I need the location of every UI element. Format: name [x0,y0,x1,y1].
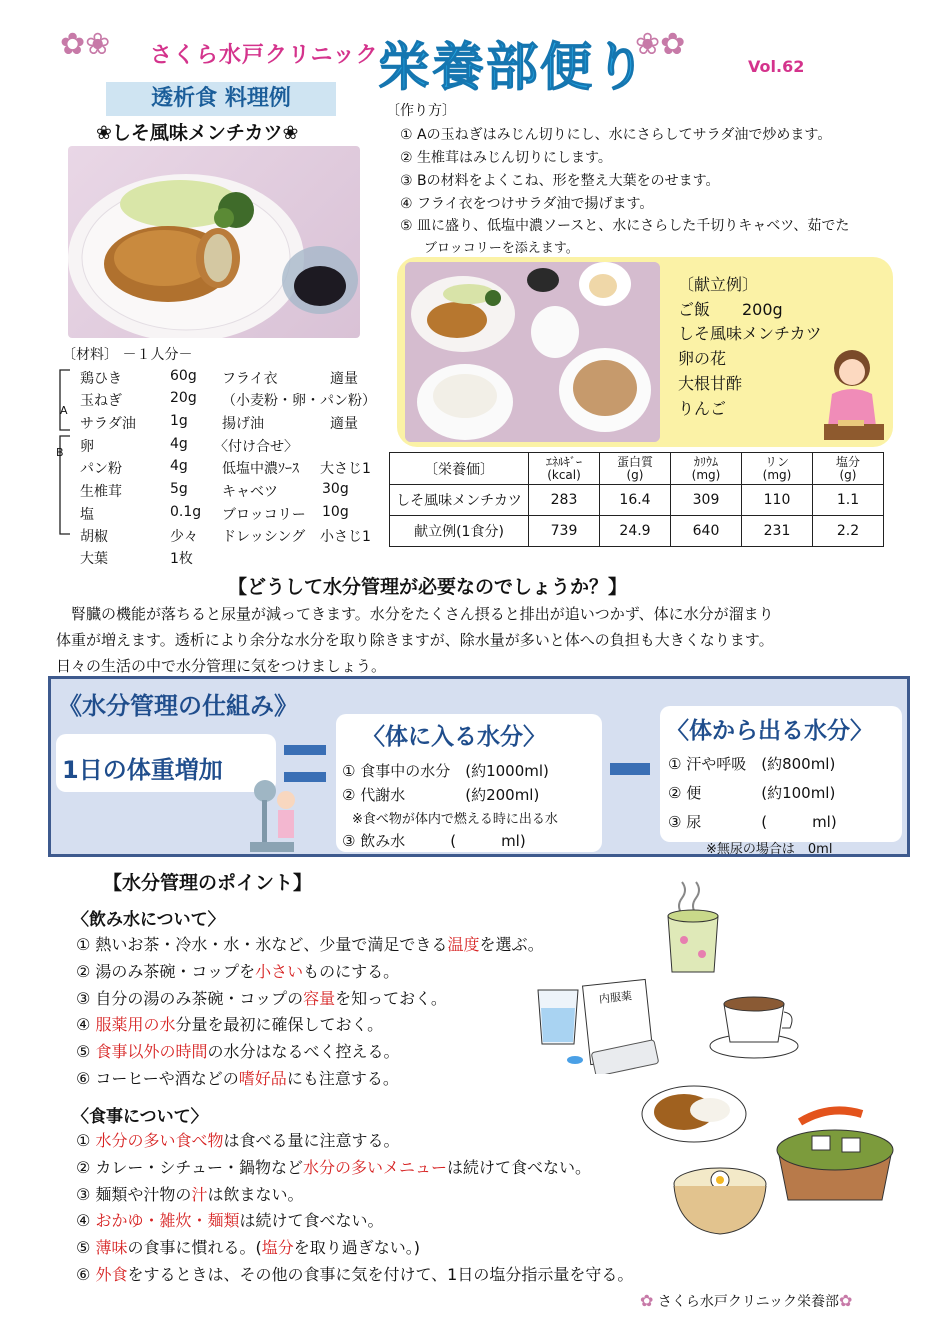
point-text: をするときは、その他の食事に気を付けて、1日の塩分指示量を守る。 [127,1265,634,1284]
menu-item: ご飯 200g [678,300,783,319]
point-text: ② カレー・シチュー・鍋物など [76,1157,303,1177]
ingredient-name: 低塩中濃ｿｰｽ [222,461,299,477]
ingredient-amount: 大さじ1 [320,461,371,477]
ingredient-amount: 5g [170,481,188,497]
highlight-text: 外食 [95,1265,128,1284]
intake-title: 〈体に入る水分〉 [362,724,546,750]
weighing-person-icon [248,778,304,856]
table-cell: 110 [742,485,813,516]
table-cell: 24.9 [600,516,671,547]
recipe-step: ① Aの玉ねぎはみじん切りにし、水にさらしてサラダ油で炒めます。 [400,127,832,143]
point-text: を取り過ぎない。) [293,1238,420,1258]
medicine-label: 内服薬 [598,989,633,1006]
highlight-text: 塩分 [261,1238,294,1258]
sakura-icon: ❀✿ [635,27,686,62]
column-header: 塩分 (g) [813,453,884,485]
table-cell: 309 [671,485,742,516]
point-text: の食事に慣れる。( [127,1238,262,1258]
hot-tea-cup-illustration [660,878,726,978]
highlight-text: 服薬用の水 [95,1015,176,1035]
table-cell: 1.1 [813,485,884,516]
ingredient-name: パン粉 [80,461,122,477]
menu-item: 大根甘酢 [678,374,743,393]
meal-subheading: 〈食事について〉 [72,1107,208,1127]
meal-point [76,1182,303,1205]
ingredient-amount: 4g [170,436,188,452]
ingredient-name: 玉ねぎ [80,393,122,409]
recipe-step: ④ フライ衣をつけサラダ油で揚げます。 [400,196,654,212]
intake-item: ② 代謝水 (約200ml) [342,786,540,804]
materials-heading: 〔材料〕 －１人分－ [62,347,193,363]
table-cell: 2.2 [813,516,884,547]
ingredient-amount: 少々 [170,529,198,545]
meal-point [76,1128,399,1151]
ingredient-name: 揚げ油 [222,416,264,432]
why-paragraph-line: 体重が増えます。透析により余分な水分を取り除きますが、除水量が多いと体への負担も大きくなります。 [56,631,774,649]
ingredient-amount: 適量 [330,371,358,387]
footer-credit [640,1286,852,1316]
menchi-katsu-photo [68,146,360,338]
menu-example-photo [405,262,660,442]
pill-pack-icon [565,1038,661,1074]
dish-name: ❀しそ風味メンチカツ❀ [96,122,299,144]
recipe-step: ⑤ 皿に盛り、低塩中濃ソースと、水にさらした千切りキャベツ、茹でた [400,218,850,234]
ingredient-amount: 1枚 [170,551,193,567]
point-text: ④ [76,1211,96,1231]
row-label: 献立例(1食分) [390,516,529,547]
ingredient-name: 生椎茸 [80,484,122,500]
point-text: を知っておく。 [335,988,447,1008]
steps-heading: 〔作り方〕 [386,103,456,119]
drinking-point [76,986,447,1009]
ingredient-amount: 20g [170,390,197,406]
intake-item: ③ 飲み水 ( ml) [342,832,526,850]
intake-note: ※食べ物が体内で燃える時に出る水 [352,812,558,827]
column-header: ｴﾈﾙｷﾞｰ (kcal) [529,453,600,485]
table-cell: 16.4 [600,485,671,516]
recipe-step: ② 生椎茸はみじん切りにします。 [400,150,612,166]
menu-item: 卵の花 [678,349,727,368]
point-text: ③ 麺類や汁物の [76,1184,192,1204]
highlight-text: 薄味 [95,1238,128,1258]
point-text: にも注意する。 [286,1069,399,1088]
point-text: ③ 自分の湯のみ茶碗・コップの [76,988,304,1008]
minus-sign [610,763,650,775]
highlight-text: 嗜好品 [238,1069,287,1088]
point-text: は食べる量に注意する。 [223,1131,400,1150]
points-heading: 【水分管理のポイント】 [103,872,313,894]
drinking-point [76,959,399,982]
ingredient-name: 胡椒 [80,529,108,545]
ingredient-amount: 小さじ1 [320,529,371,545]
highlight-text: 水分の多い食べ物 [95,1131,224,1150]
table-cell: 640 [671,516,742,547]
table-row [390,485,884,516]
point-text: は続けて食べない。 [446,1157,591,1177]
ingredient-amount: 60g [170,368,197,384]
highlight-text: 容量 [303,988,336,1008]
hot-pot-illustration [772,1100,898,1212]
highlight-text: 温度 [447,935,480,954]
point-text: ② 湯のみ茶碗・コップを [76,961,256,981]
meal-point [76,1208,383,1231]
point-text: ④ [76,1015,96,1035]
curry-plate-illustration [640,1076,748,1146]
point-text: ⑥ コーヒーや酒などの [76,1069,239,1088]
cooking-woman-illustration [818,346,888,446]
column-header: リン (mg) [742,453,813,485]
point-text: ① 熱いお茶・冷水・水・氷など、少量で満足できる [76,935,448,954]
ingredient-amount: 0.1g [170,504,202,520]
point-text: ものにする。 [303,961,400,981]
table-row [390,516,884,547]
sakura-icon: ✿❀ [60,27,111,62]
ingredient-amount: 10g [322,504,349,520]
sakura-icon: ✿ [640,1291,654,1310]
drinking-point [76,1012,383,1035]
point-text: を選ぶ。 [479,935,544,954]
drinking-point [76,1066,399,1089]
ingredient-name: 卵 [80,439,94,455]
highlight-text: 食事以外の時間 [95,1042,208,1062]
footer-text: さくら水戸クリニック栄養部 [657,1294,840,1310]
column-header: ｶﾘｳﾑ (mg) [671,453,742,485]
why-paragraph-line: 腎臓の機能が落ちると尿量が減ってきます。水分をたくさん摂ると排出が追いつかず、体に水分が溜まり [56,605,774,623]
point-text: は続けて食べない。 [239,1211,384,1231]
ingredient-name: ドレッシング [222,529,306,545]
point-text: の水分はなるべく控える。 [207,1042,400,1062]
highlight-text: 汁 [191,1184,208,1204]
column-header: 蛋白質 (g) [600,453,671,485]
ingredient-amount: 適量 [330,416,358,432]
output-title: 〈体から出る水分〉 [666,718,873,744]
ramen-bowl-illustration [670,1160,770,1240]
meal-point [76,1235,420,1258]
point-text: ⑤ [76,1042,96,1062]
ingredient-name: 鶏ひき [80,371,122,387]
weight-gain-label: 1日の体重増加 [62,756,223,784]
intake-item: ① 食事中の水分 (約1000ml) [342,762,549,780]
highlight-text: おかゆ・雑炊・麺類 [95,1211,240,1231]
equals-sign [284,745,326,755]
why-heading: 【どうして水分管理が必要なのでしょうか？】 [228,576,628,598]
point-text: は飲まない。 [207,1184,304,1204]
menu-item: りんご [678,399,727,418]
drinking-point [76,1039,399,1062]
ingredient-amount: 4g [170,458,188,474]
drinking-point [76,932,544,955]
drinking-subheading: 〈飲み水について〉 [72,910,225,930]
ingredient-amount: 1g [170,413,188,429]
ingredient-name: ブロッコリー [222,507,306,523]
sakura-icon: ✿ [839,1291,853,1310]
why-paragraph-line: 日々の生活の中で水分管理に気をつけましょう。 [56,657,387,675]
point-text: ⑤ [76,1238,96,1258]
highlight-text: 小さい [255,961,304,981]
output-item: ③ 尿 ( ml) [668,813,837,831]
ingredient-name: 〈付け合せ〉 [214,439,298,455]
clinic-name: さくら水戸クリニック [150,43,379,68]
ingredient-name: （小麦粉・卵・パン粉） [222,393,376,409]
ingredient-name: 大葉 [80,551,108,567]
table-cell: 231 [742,516,813,547]
nutrition-table [389,452,884,547]
point-text: 分量を最初に確保しておく。 [175,1015,384,1035]
ingredient-amount: 30g [322,481,349,497]
group-a-label: A [60,404,68,417]
point-text: ⑥ [76,1265,96,1284]
meal-point [76,1155,591,1178]
coffee-cup-illustration [706,990,802,1060]
output-item: ② 便 (約100ml) [668,784,836,802]
nutrition-corner-label: 〔栄養価〕 [390,453,529,485]
recipe-step: ③ Bの材料をよくこね、形を整え大葉をのせます。 [400,173,720,189]
output-note: ※無尿の場合は 0ml [706,842,833,857]
ingredient-name: 塩 [80,507,94,523]
meal-point [76,1262,633,1285]
ingredient-name: サラダ油 [80,416,136,432]
ingredient-name: フライ衣 [222,371,278,387]
highlight-text: 水分の多いメニュー [302,1157,447,1177]
recipe-category: 透析食 料理例 [106,82,336,116]
mechanism-heading: 《水分管理の仕組み》 [58,692,298,720]
recipe-step: ブロッコリーを添えます。 [424,241,579,256]
newsletter-title: 栄養部便り [378,38,649,98]
point-text: ① [76,1131,96,1150]
group-b-label: B [56,446,64,459]
ingredient-name: キャベツ [222,484,278,500]
row-label: しそ風味メンチカツ [390,485,529,516]
table-cell: 739 [529,516,600,547]
volume-number: Vol.62 [748,57,805,76]
output-item: ① 汗や呼吸 (約800ml) [668,755,836,773]
menu-heading: 〔献立例〕 [678,275,759,294]
table-cell: 283 [529,485,600,516]
menu-item: しそ風味メンチカツ [678,324,822,343]
